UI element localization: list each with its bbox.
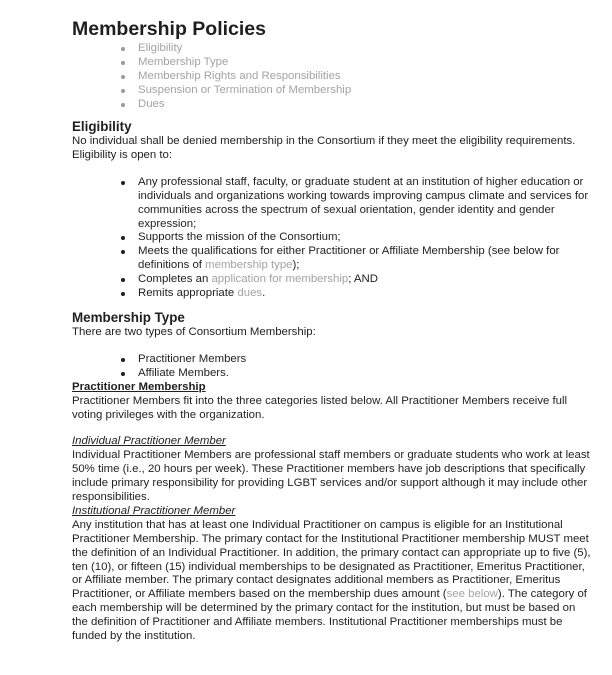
list-item: Supports the mission of the Consortium; xyxy=(138,231,592,245)
practitioner-membership-heading: Practitioner Membership xyxy=(72,380,206,393)
list-item xyxy=(138,287,592,301)
list-item: Affiliate Members. xyxy=(138,367,592,381)
toc-link-membership-type[interactable]: Membership Type xyxy=(138,56,592,70)
list-item xyxy=(138,273,592,287)
application-link[interactable]: application for membership xyxy=(211,273,349,286)
list-item-text: . xyxy=(262,287,266,300)
list-item xyxy=(138,245,592,273)
list-item-text: Meets the qualifications for either Practitioner or Affiliate Membership (see below for definitions of xyxy=(138,245,560,272)
list-item: Any professional staff, faculty, or graduate student at an institution of higher education or individuals and organizations working towards improving campus climate and services for communities across the spectrum of sexual orientation, gender identity and gender expression; xyxy=(138,176,592,232)
practitioner-membership-text: Practitioner Members fit into the three categories listed below. All Practitioner Members receive full voting privileges with the organization. xyxy=(72,394,568,421)
toc-link-rights-responsibilities[interactable]: Membership Rights and Responsibilities xyxy=(138,70,592,84)
toc-link-dues[interactable]: Dues xyxy=(138,98,592,112)
page-title: Membership Policies xyxy=(72,18,266,40)
membership-type-heading: Membership Type xyxy=(72,309,185,325)
membership-type-intro: There are two types of Consortium Membership: xyxy=(72,325,316,338)
paragraph-text: ). The category of each membership will be determined by the primary contact for the institution, but must be based on the definition of Practitioner and Affiliate members. Institutional Practitioner memberships must be funded by the institution. xyxy=(72,588,587,643)
membership-type-list xyxy=(138,353,592,381)
toc-link-suspension-termination[interactable]: Suspension or Termination of Membership xyxy=(138,84,592,98)
table-of-contents xyxy=(138,42,592,112)
list-item-text: ; AND xyxy=(348,273,378,286)
eligibility-intro: No individual shall be denied membership in the Consortium if they meet the eligibility requirements. Eligibility is open to: xyxy=(72,135,576,161)
paragraph-text: Any institution that has at least one Individual Practitioner on campus is eligible for an Institutional Practitioner Membership. The primary contact for the Institutional Practitioner membership MUST meet the definition of an Individual Practitioner. In addition, the primary contact can appropriate up to five (5), ten (10), or fifteen (15) individual memberships to be designated as Practitioner, Emeritus Practitioner, or Affiliate member. The primary contact designates additional members as Practitioner, Emeritus Practitioner, or Affiliate members based on the membership dues amount ( xyxy=(72,518,591,601)
membership-type-link[interactable]: membership type xyxy=(205,259,293,272)
list-item-text: Remits appropriate xyxy=(138,287,238,300)
institutional-practitioner-text xyxy=(72,519,592,644)
list-item: Practitioner Members xyxy=(138,353,592,367)
see-below-link[interactable]: see below xyxy=(446,588,498,601)
eligibility-heading: Eligibility xyxy=(72,119,132,134)
list-item-text: Completes an xyxy=(138,273,212,286)
list-item-text: ); xyxy=(292,259,300,272)
toc-link-eligibility[interactable]: Eligibility xyxy=(138,42,592,56)
dues-link[interactable]: dues xyxy=(237,287,263,300)
institutional-practitioner-heading: Institutional Practitioner Member xyxy=(72,504,236,517)
individual-practitioner-heading: Individual Practitioner Member xyxy=(72,435,226,448)
individual-practitioner-text: Individual Practitioner Members are professional staff members or graduate students who work at least 50% time (i.e., 20 hours per week). These Practitioner members have job descriptions that specifically include primary responsibility for providing LGBT services and/or support although it may include other responsibilities. xyxy=(72,449,590,504)
eligibility-list xyxy=(138,176,592,301)
